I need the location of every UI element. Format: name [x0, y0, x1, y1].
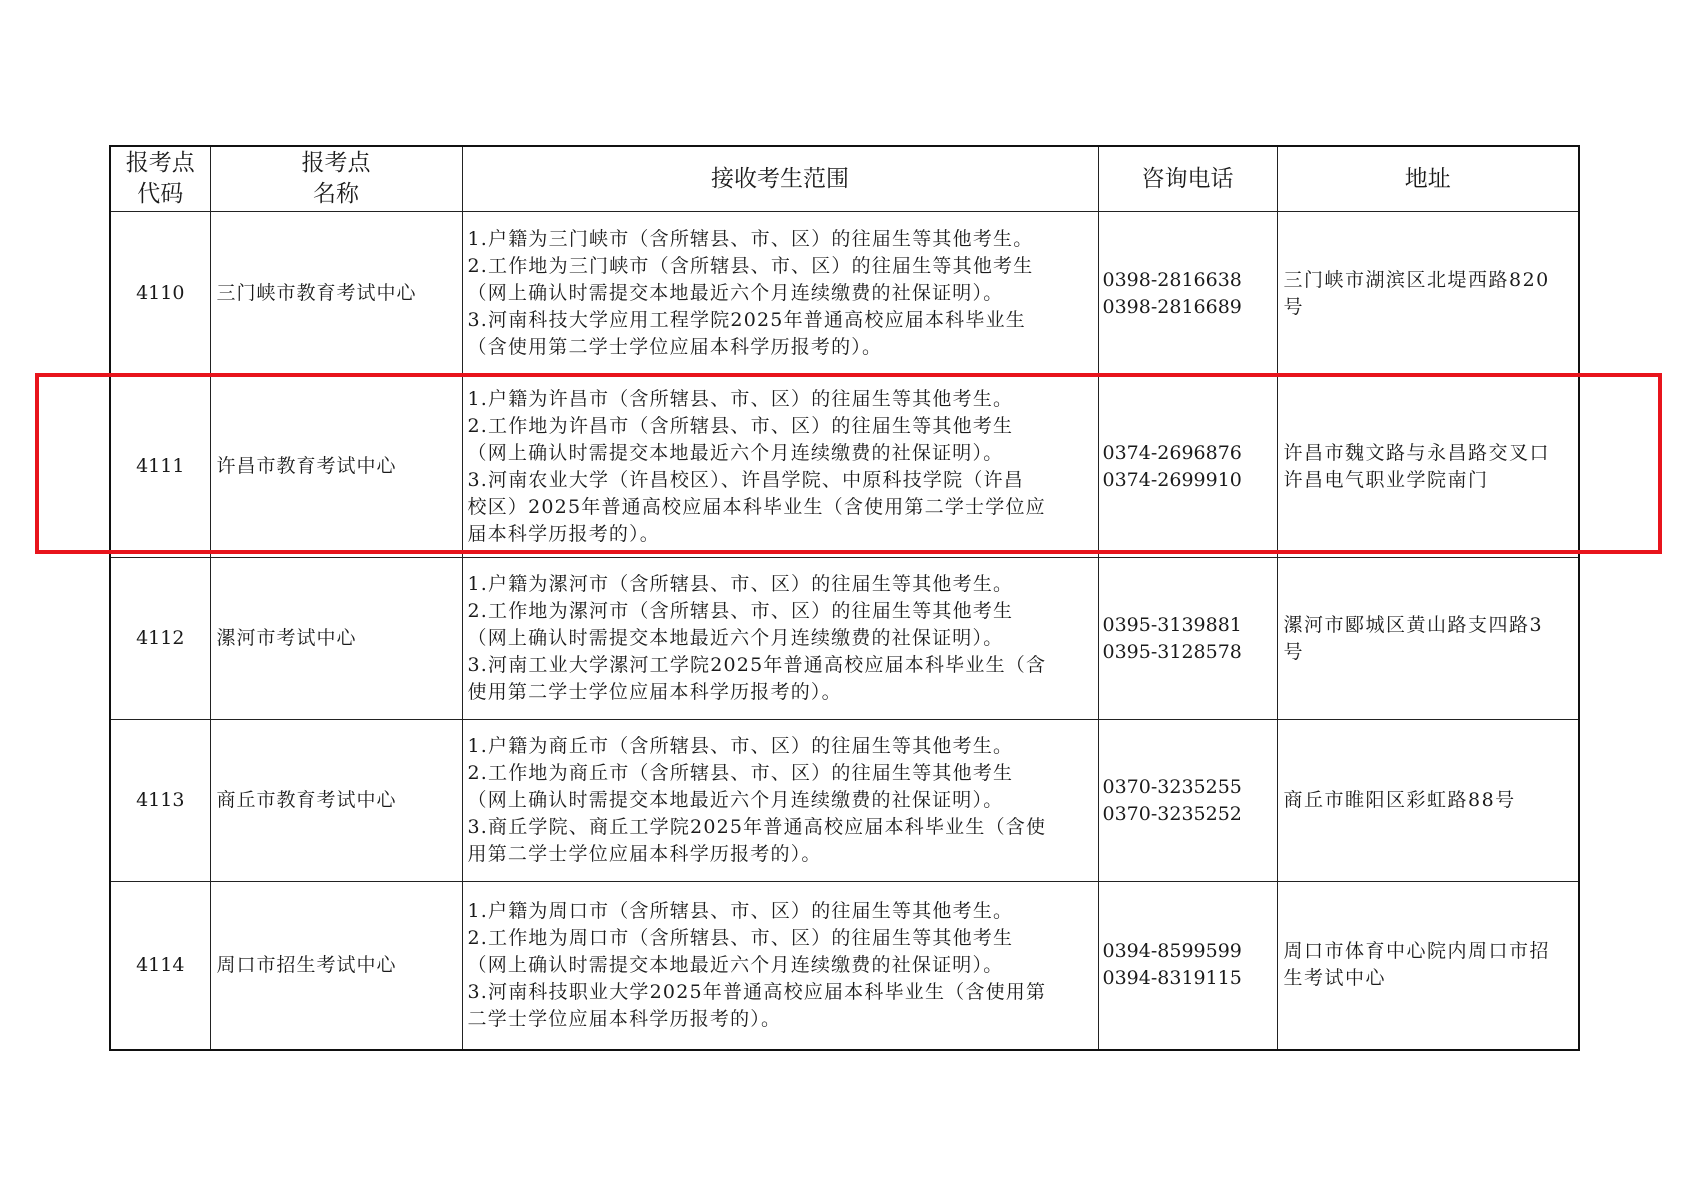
site-scope: [462, 376, 1098, 558]
address-line: 号: [1283, 295, 1305, 318]
scope-line: 校区）2025年普通高校应届本科毕业生（含使用第二学士学位应: [467, 495, 1046, 518]
site-name: 三门峡市教育考试中心: [210, 212, 462, 376]
scope-line: 2.工作地为周口市（含所辖县、市、区）的往届生等其他考生: [467, 926, 1014, 949]
scope-line: 1.户籍为商丘市（含所辖县、市、区）的往届生等其他考生。: [467, 735, 1014, 757]
site-phones: [1098, 720, 1277, 882]
scope-line: 3.河南农业大学（许昌校区）、许昌学院、中原科技学院（许昌: [467, 468, 1024, 491]
scope-line: 1.户籍为许昌市（含所辖县、市、区）的往届生等其他考生。: [467, 387, 1014, 410]
site-phones: [1098, 558, 1277, 720]
scope-line: （含使用第二学士学位应届本科学历报考的）。: [467, 336, 883, 358]
scope-line: （网上确认时需提交本地最近六个月连续缴费的社保证明）。: [467, 953, 1004, 976]
address-line: 商丘市睢阳区彩虹路88号: [1283, 789, 1516, 811]
scope-line: （网上确认时需提交本地最近六个月连续缴费的社保证明）。: [467, 627, 1004, 649]
header-code: [110, 146, 210, 212]
address-line: 三门峡市湖滨区北堤西路820: [1283, 268, 1550, 291]
scope-line: 1.户籍为周口市（含所辖县、市、区）的往届生等其他考生。: [467, 899, 1014, 922]
phone-number: 0395-3139881: [1102, 613, 1242, 636]
site-code: 4112: [110, 558, 210, 720]
phone-number: 0374-2696876: [1102, 441, 1242, 464]
scope-line: 届本科学历报考的）。: [467, 522, 661, 545]
header-code-line: 代码: [137, 181, 184, 207]
address-line: 漯河市郾城区黄山路支四路3: [1283, 613, 1544, 636]
phone-number: 0395-3128578: [1102, 640, 1242, 663]
site-phones: [1098, 376, 1277, 558]
site-name: 许昌市教育考试中心: [210, 376, 462, 558]
phone-number: 0394-8599599: [1102, 940, 1242, 963]
scope-line: 1.户籍为三门峡市（含所辖县、市、区）的往届生等其他考生。: [467, 228, 1034, 250]
table-row: [110, 882, 1579, 1050]
header-row: [110, 146, 1579, 212]
scope-line: 3.商丘学院、商丘工学院2025年普通高校应届本科毕业生（含使: [467, 816, 1047, 838]
scope-line: （网上确认时需提交本地最近六个月连续缴费的社保证明）。: [467, 441, 1004, 464]
site-scope: [462, 558, 1098, 720]
table-row: [110, 376, 1579, 558]
scope-line: 用第二学士学位应届本科学历报考的）。: [467, 843, 822, 865]
scope-line: 3.河南科技职业大学2025年普通高校应届本科毕业生（含使用第: [467, 980, 1047, 1003]
header-name: [210, 146, 462, 212]
address-line: 周口市体育中心院内周口市招: [1283, 940, 1551, 963]
scope-line: （网上确认时需提交本地最近六个月连续缴费的社保证明）。: [467, 282, 1004, 304]
site-code: 4114: [110, 882, 210, 1050]
table-row: [110, 558, 1579, 720]
scope-line: 2.工作地为许昌市（含所辖县、市、区）的往届生等其他考生: [467, 414, 1014, 437]
site-code: 4111: [110, 376, 210, 558]
address-line: 生考试中心: [1283, 967, 1387, 990]
scope-line: 1.户籍为漯河市（含所辖县、市、区）的往届生等其他考生。: [467, 573, 1014, 595]
scope-line: 3.河南工业大学漯河工学院2025年普通高校应届本科毕业生（含: [467, 654, 1047, 676]
phone-number: 0370-3235255: [1102, 775, 1242, 798]
site-address: [1277, 376, 1579, 558]
site-address: [1277, 558, 1579, 720]
header-scope: 接收考生范围: [462, 146, 1098, 212]
phone-number: 0394-8319115: [1102, 967, 1242, 990]
scope-line: （网上确认时需提交本地最近六个月连续缴费的社保证明）。: [467, 789, 1004, 811]
header-code-line: 报考点: [125, 150, 195, 176]
header-phone: 咨询电话: [1098, 146, 1277, 212]
site-name: 漯河市考试中心: [210, 558, 462, 720]
site-address: [1277, 720, 1579, 882]
site-address: [1277, 212, 1579, 376]
scope-line: 2.工作地为商丘市（含所辖县、市、区）的往届生等其他考生: [467, 762, 1014, 784]
site-phones: [1098, 212, 1277, 376]
scope-line: 使用第二学士学位应届本科学历报考的）。: [467, 681, 842, 703]
phone-number: 0398-2816689: [1102, 295, 1242, 318]
address-line: 许昌电气职业学院南门: [1283, 468, 1489, 491]
site-phones: [1098, 882, 1277, 1050]
table-row: [110, 720, 1579, 882]
header-name-line: 报考点: [301, 150, 371, 176]
site-name: 周口市招生考试中心: [210, 882, 462, 1050]
phone-number: 0374-2699910: [1102, 468, 1242, 491]
site-address: [1277, 882, 1579, 1050]
site-name: 商丘市教育考试中心: [210, 720, 462, 882]
site-code: 4113: [110, 720, 210, 882]
scope-line: 2.工作地为三门峡市（含所辖县、市、区）的往届生等其他考生: [467, 255, 1034, 277]
scope-line: 3.河南科技大学应用工程学院2025年普通高校应届本科毕业生: [467, 309, 1026, 331]
scope-line: 2.工作地为漯河市（含所辖县、市、区）的往届生等其他考生: [467, 600, 1014, 622]
header-address: 地址: [1277, 146, 1579, 212]
phone-number: 0398-2816638: [1102, 268, 1242, 291]
exam-site-table: [109, 145, 1580, 1051]
site-scope: [462, 212, 1098, 376]
table-row: [110, 212, 1579, 376]
address-line: 许昌市魏文路与永昌路交叉口: [1283, 441, 1551, 464]
scope-line: 二学士学位应届本科学历报考的）。: [467, 1007, 782, 1030]
header-name-line: 名称: [313, 181, 359, 207]
site-code: 4110: [110, 212, 210, 376]
site-scope: [462, 720, 1098, 882]
site-scope: [462, 882, 1098, 1050]
phone-number: 0370-3235252: [1102, 802, 1242, 825]
address-line: 号: [1283, 640, 1305, 663]
